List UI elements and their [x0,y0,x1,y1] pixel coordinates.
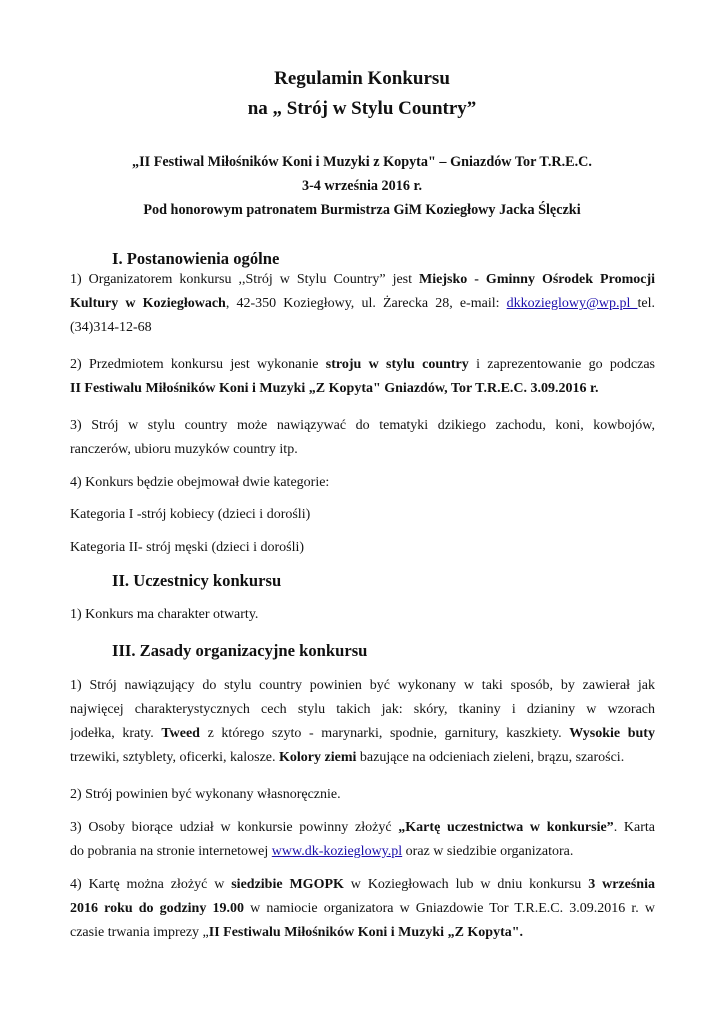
text-line [70,746,655,770]
text-line [70,921,655,945]
website-link[interactable]: www.dk-kozieglowy.pl [271,844,403,859]
form-name: „Kartę uczestnictwa w konkursie” [398,820,614,835]
text-line: 2) Strój powinien być wykonany własnoręcznie. [70,787,341,802]
section-heading-rules: III. Zasady organizacyjne konkursu [112,641,368,660]
category-women [70,503,655,527]
email-link[interactable]: dkkozieglowy@wp.pl [506,296,638,311]
text-line [70,268,655,292]
paragraph-style [70,674,655,770]
text-line [70,353,655,377]
text-span: tel. [637,296,655,311]
text-span: oraz w siedzibie organizatora. [402,844,574,859]
paragraph-subject [70,353,655,401]
text-span: , 42-350 Koziegłowy, ul. Żarecka 28, e-mail: [225,296,507,311]
text-span: 4) Kartę można złożyć w [70,877,232,892]
organizer-name-cont: Kultury w Koziegłowach [70,296,226,311]
paragraph-handmade [70,783,655,807]
document-subtitle: na „ Strój w Stylu Country” [247,98,477,119]
text-line: 3) Strój w stylu country może nawiązywać do tematyki dzikiego zachodu, koni, kowbojów, [70,418,655,433]
paragraph-organizer [70,268,655,340]
text-line: 1) Konkurs ma charakter otwarty. [70,607,259,622]
text-line: 4) Konkurs będzie obejmował dwie kategorie: [70,475,330,490]
text-line [70,816,655,840]
text-span: do pobrania na stronie internetowej [70,844,272,859]
document-title: Regulamin Konkursu [274,68,450,89]
text-line [70,897,655,921]
text-span: . Karta [613,820,655,835]
text-line: najwięcej charakterystycznych cech stylu takich jak: skóry, tkaniny i dzianiny w wzorach [70,702,655,717]
paragraph-categories [70,471,655,495]
text-line: Kategoria I -strój kobiecy (dzieci i dorośli) [70,507,311,522]
festival-name: „II Festiwal Miłośników Koni i Muzyki z Kopyta" – Gniazdów Tor T.R.E.C. [132,154,592,170]
text-span: 1) Organizatorem konkursu ,,Strój w Stylu Country” jest [70,272,420,287]
text-line: 1) Strój nawiązujący do stylu country powinien być wykonany w taki sposób, by zawierał jak [70,678,655,693]
festival-date: 3-4 września 2016 r. [301,178,423,194]
colors-highlight: Kolory ziemi [279,750,357,765]
section-heading-general: I. Postanowienia ogólne [112,249,280,268]
paragraph-submission [70,873,655,945]
text-line [70,873,655,897]
text-span: w Koziegłowach lub w dniu konkursu [343,877,589,892]
text-span: jodełka, kraty. [70,726,162,741]
category-men [70,536,655,560]
text-span: 3) Osoby biorące udział w konkursie powinny złożyć [70,820,399,835]
paragraph-open [70,603,655,627]
deadline-highlight: 2016 roku do godziny 19.00 [70,901,244,916]
subject-highlight: stroju w stylu country [325,357,469,372]
text-span: i zaprezentowanie go podczas [468,357,655,372]
text-line: Kategoria II- strój męski (dzieci i dorośli) [70,540,305,555]
paragraph-theme [70,414,655,462]
paragraph-form [70,816,655,864]
text-span: trzewiki, sztyblety, oficerki, kalosze. [70,750,280,765]
text-line [70,840,655,864]
text-span: bazujące na odcieniach zieleni, brązu, szarości. [356,750,625,765]
text-line: ranczerów, ubioru muzyków country itp. [70,442,298,457]
date-highlight: 3 września [588,877,655,892]
festival-patronage: Pod honorowym patronatem Burmistrza GiM Koziegłowy Jacka Ślęczki [143,202,581,218]
festival-highlight: II Festiwalu Miłośników Koni i Muzyki „Z Kopyta". [208,925,524,940]
organizer-name: Miejsko - Gminny Ośrodek Promocji [419,272,655,287]
text-span: z którego szyto - marynarki, spodnie, garnitury, kaszkiety. [199,726,570,741]
section-heading-participants: II. Uczestnicy konkursu [112,571,282,590]
text-span: 2) Przedmiotem konkursu jest wykonanie [70,357,326,372]
boots-highlight: Wysokie buty [569,726,655,741]
text-line [70,292,655,316]
office-highlight: siedzibie MGOPK [231,877,344,892]
festival-reference: II Festiwalu Miłośników Koni i Muzyki „Z Kopyta" Gniazdów, Tor T.R.E.C. 3.09.2016 r. [70,381,599,396]
text-span: w namiocie organizatora w Gniazdowie Tor T.R.E.C. 3.09.2016 r. w [243,901,655,916]
text-span: czasie trwania imprezy „ [70,925,209,940]
phone-number: (34)314-12-68 [70,320,152,335]
text-line [70,377,655,401]
text-line [70,722,655,746]
tweed-highlight: Tweed [161,726,200,741]
